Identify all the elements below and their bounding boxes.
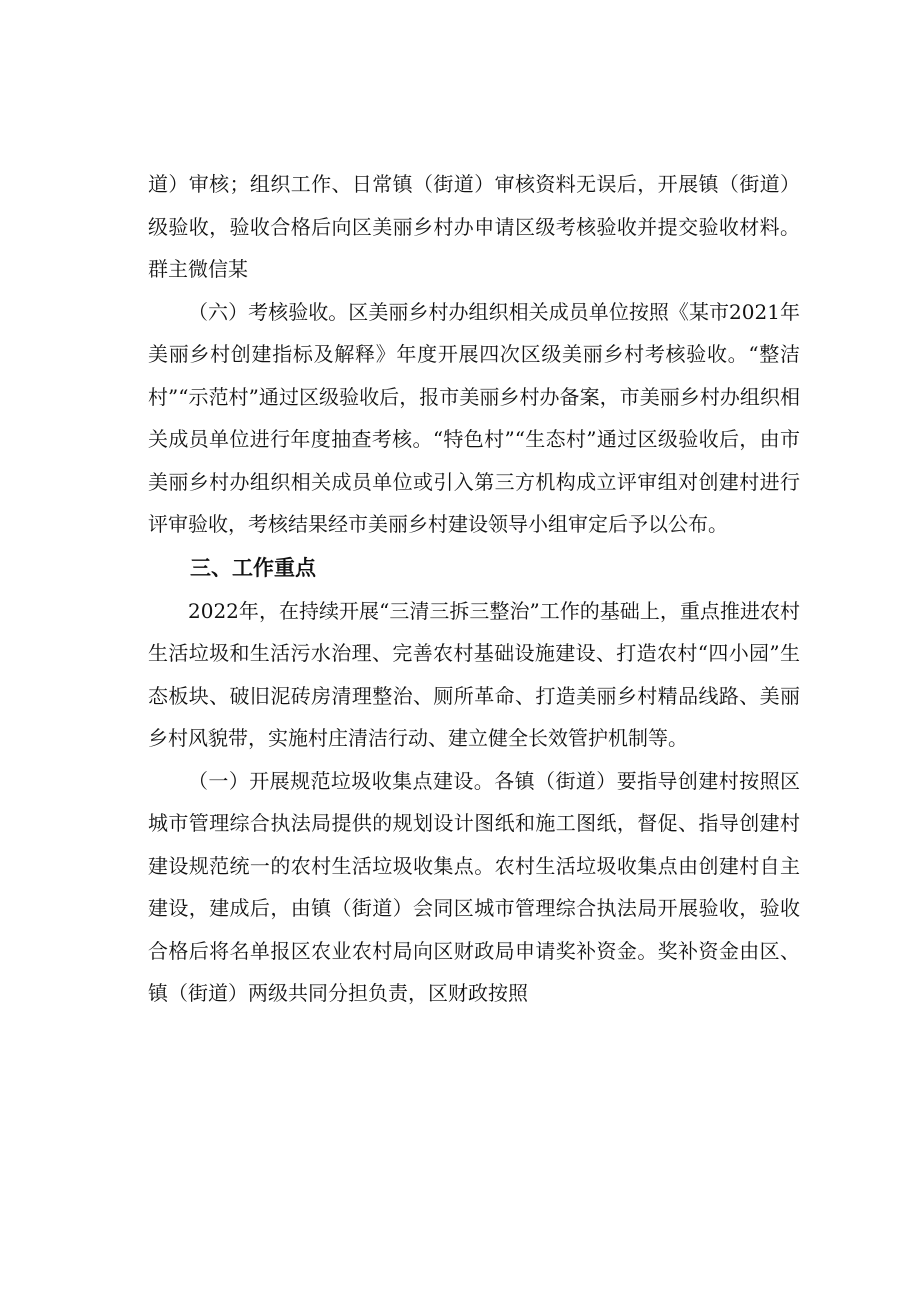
- paragraph-work-focus: 2022年，在持续开展“三清三拆三整治”工作的基础上，重点推进农村生活垃圾和生活污水治理、完善农村基础设施建设、打造农村“四小园”生态板块、破旧泥砖房清理整治、厕所革命、打造美丽乡村精品线路、美丽乡村风貌带，实施村庄清洁行动、建立健全长效管护机制等。: [148, 598, 800, 750]
- paragraph-assessment: （六）考核验收。区美丽乡村办组织相关成员单位按照《某市2021年美丽乡村创建指标及解释》年度开展四次区级美丽乡村考核验收。“整洁村”“示范村”通过区级验收后，报市美丽乡村办备案，市美丽乡村办组织相关成员单位进行年度抽查考核。“特色村”“生态村”通过区级验收后，由市美丽乡村办组织相关成员单位或引入第三方机构成立评审组对创建村进行评审验收，考核结果经市美丽乡村建设领导小组审定后予以公布。: [148, 299, 800, 536]
- section-heading: 三、工作重点: [190, 555, 316, 580]
- paragraph-continuation: 道）审核；组织工作、日常镇（街道）审核资料无误后，开展镇（街道）级验收，验收合格后向区美丽乡村办申请区级考核验收并提交验收材料。群主微信某: [148, 172, 800, 281]
- document-body: [148, 163, 800, 1015]
- paragraph-garbage-collection: （一）开展规范垃圾收集点建设。各镇（街道）要指导创建村按照区城市管理综合执法局提供的规划设计图纸和施工图纸，督促、指导创建村建设规范统一的农村生活垃圾收集点。农村生活垃圾收集点由创建村自主建设，建成后，由镇（街道）会同区城市管理综合执法局开展验收，验收合格后将名单报区农业农村局向区财政局申请奖补资金。奖补资金由区、镇（街道）两级共同分担负责，区财政按照: [148, 768, 800, 1005]
